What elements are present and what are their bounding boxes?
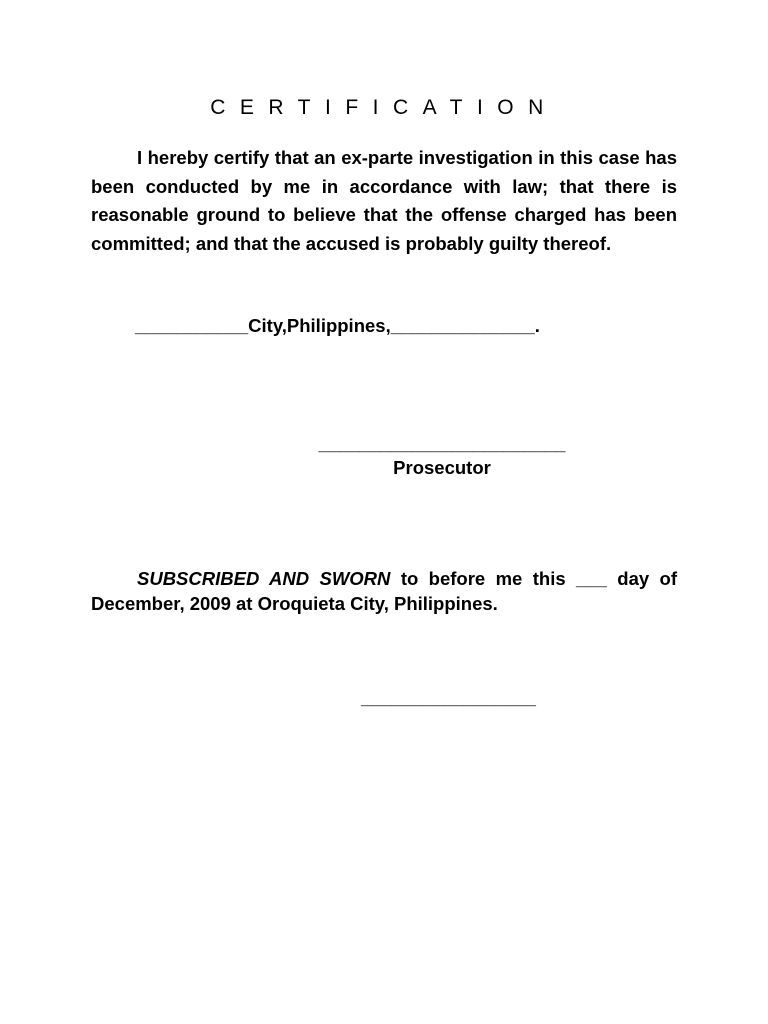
notary-signature-line: _________________ [361,687,536,708]
prosecutor-label: Prosecutor [393,457,491,478]
jurat-text: to before me this ___ day of December, 2009 at Oroquieta City, Philippines. [91,568,677,614]
jurat-emphasis: SUBSCRIBED AND SWORN [137,568,391,589]
jurat-paragraph [91,566,677,616]
place-date-line: ___________City,Philippines,______________. [135,315,540,336]
prosecutor-signature-line: ________________________ [318,433,566,454]
certification-paragraph: I hereby certify that an ex-parte investigation in this case has been conducted by me in accordance with law; that there is reasonable ground to believe that the offense charged has been committed; and that the accused is probably guilty thereof. [91,147,677,254]
document-title: CERTIFICATION [210,96,558,119]
prosecutor-signature-block [312,432,572,480]
